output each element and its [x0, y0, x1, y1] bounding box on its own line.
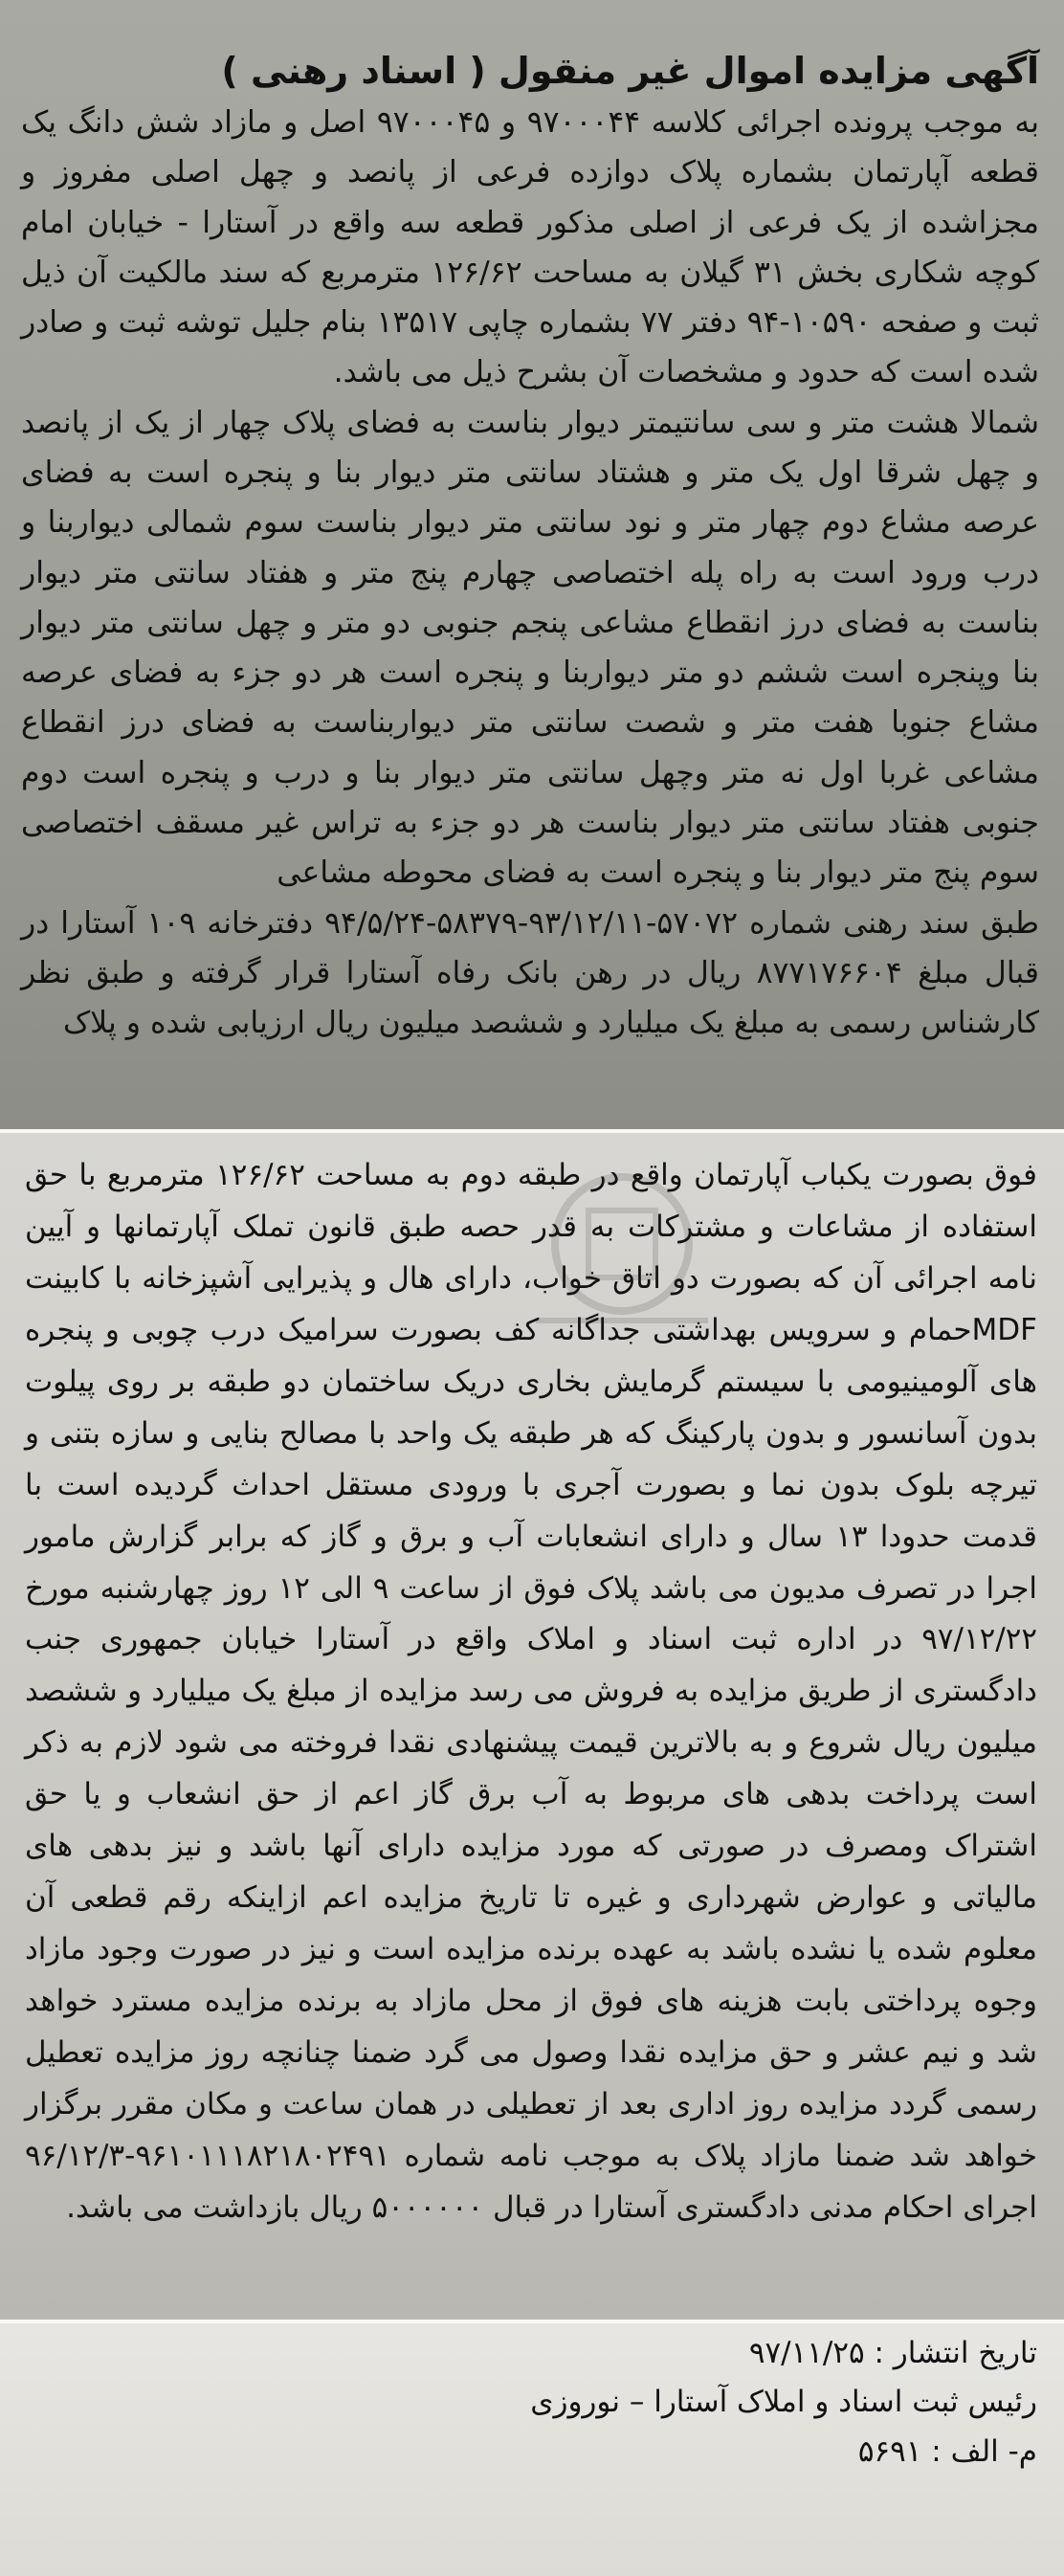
newspaper-clipping-middle — [0, 1133, 1064, 2320]
notice-paragraph-intro: به موجب پرونده اجرائی کلاسه ۹۷۰۰۰۴۴ و ۹۷۰۰۰۴۵ اصل و مازاد شش دانگ یک قطعه آپارتمان بشماره پلاک دوازده فرعی از پانصد و چهل اصلی مفروز و مجزاشده از یک فرعی از اصلی مذکور قطعه سه واقع در آستارا - خیابان امام کوچه شکاری بخش ۳۱ گیلان به مساحت ۱۲۶/۶۲ مترمربع که سند مالکیت آن ذیل ثبت و صفحه ۱۰۵۹۰-۹۴ دفتر ۷۷ بشماره چاپی ۱۳۵۱۷ بنام جلیل توشه ثبت و صادر شده است که حدود و مشخصات آن بشرح ذیل می باشد. — [21, 105, 1040, 390]
notice-code: م- الف : ۵۶۹۱ — [857, 2433, 1037, 2469]
notice-paragraph-details: فوق بصورت یکباب آپارتمان واقع در طبقه دوم به مساحت ۱۲۶/۶۲ مترمربع با حق استفاده از مشاعات و مشترکات به قدر حصه طبق قانون تملک آپارتمانها و آیین نامه اجرائی آن که بصورت دو اتاق خواب، دارای هال و پذیرایی آشپزخانه با کابینت MDFحمام و سرویس بهداشتی جداگانه کف بصورت سرامیک درب چوبی و پنجره های آلومینیومی با سیستم گرمایش بخاری دریک ساختمان دو طبقه بر روی پیلوت بدون آسانسور و بدون پارکینگ که هر طبقه یک واحد با مصالح بنایی و سازه بتنی و تیرچه بلوک بدون نما و بصورت آجری با ورودی مستقل احداث گردیده است با قدمت حدودا ۱۳ سال و دارای انشعابات آب و برق و گاز که برابر گزارش مامور اجرا در تصرف مدیون می باشد پلاک فوق از ساعت ۹ الی ۱۲ روز چهارشنبه مورخ ۹۷/۱۲/۲۲ در اداره ثبت اسناد و املاک واقع در آستارا خیابان جمهوری جنب دادگستری از طریق مزایده به فروش می رسد مزایده از مبلغ یک میلیارد و ششصد میلیون ریال شروع و به بالاترین قیمت پیشنهادی نقدا فروخته می شود لازم به ذکر است پرداخت بدهی های مربوط به آب برق گاز اعم از حق انشعاب و یا حق اشتراک ومصرف در صورتی که مورد مزایده دارای آنها باشد و نیز بدهی های مالیاتی و عوارض شهرداری و غیره تا تاریخ مزایده اعم ازاینکه رقم قطعی آن معلوم شده یا نشده باشد به عهده برنده مزایده است و نیز در صورت وجود مازاد وجوه پرداختی بابت هزینه های فوق از محل مازاد به برنده مزایده مسترد خواهد شد و نیم عشر و حق مزایده نقدا وصول می گرد ضمنا چنانچه روز مزایده تعطیل رسمی گردد مزایده روز اداری بعد از تعطیلی در همان ساعت و مکان مقرر برگزار خواهد شد ضمنا مازاد پلاک به موجب نامه شماره ۹۶۱۰۱۱۱۸۲۱۸۰۲۴۹۱-۹۶/۱۲/۳ اجرای احکام مدنی دادگستری آستارا در قبال ۵۰۰۰۰۰۰ ریال بازداشت می باشد. — [25, 1158, 1037, 2225]
notice-paragraph-boundaries: شمالا هشت متر و سی سانتیمتر دیوار بناست به فضای پلاک چهار از یک از پانصد و چهل شرقا اول یک متر و هشتاد سانتی متر دیوار بنا و پنجره است به فضای عرصه مشاع دوم چهار متر و نود سانتی متر دیوار بناست سوم شمالی دیواربنا و درب ورود است به راه پله اختصاصی چهارم پنج متر و هفتاد سانتی متر دیوار بناست به فضای درز انقطاع مشاعی پنجم جنوبی دو متر و چهل سانتی متر دیوار بنا وپنجره است ششم دو متر دیواربنا و پنجره است هر دو جزء به فضای عرصه مشاع جنوبا هفت متر و شصت سانتی متر دیواربناست به فضای درز انقطاع مشاعی غربا اول نه متر وچهل سانتی متر دیوار بنا و درب و پنجره است دوم جنوبی هفتاد سانتی متر دیوار بناست هر دو جزء به تراس غیر مسقف اختصاصی سوم پنج متر دیوار بنا و پنجره است به فضای محوطه مشاعی — [21, 405, 1039, 891]
publication-date: تاریخ انتشار : ۹۷/۱۱/۲۵ — [748, 2336, 1037, 2370]
notice-title: آگهی مزایده اموال غیر منقول ( اسناد رهنی ) — [221, 50, 1039, 92]
newspaper-clipping-bottom — [0, 2323, 1064, 2576]
signature: رئیس ثبت اسناد و املاک آستارا – نوروزی — [530, 2385, 1037, 2420]
notice-paragraph-mortgage: طبق سند رهنی شماره ۵۷۰۷۲-۹۳/۱۲/۱۱-۵۸۳۷۹-۹۴/۵/۲۴ دفترخانه ۱۰۹ آستارا در قبال مبلغ ۸۷۷۱۷۶۶۰۴ ریال در رهن بانک رفاه آستارا قرار گرفته و طبق نظر کارشناس رسمی به مبلغ یک میلیارد و ششصد میلیون ریال ارزیابی شده و پلاک — [21, 905, 1039, 1041]
newspaper-clipping-top — [0, 0, 1064, 1129]
